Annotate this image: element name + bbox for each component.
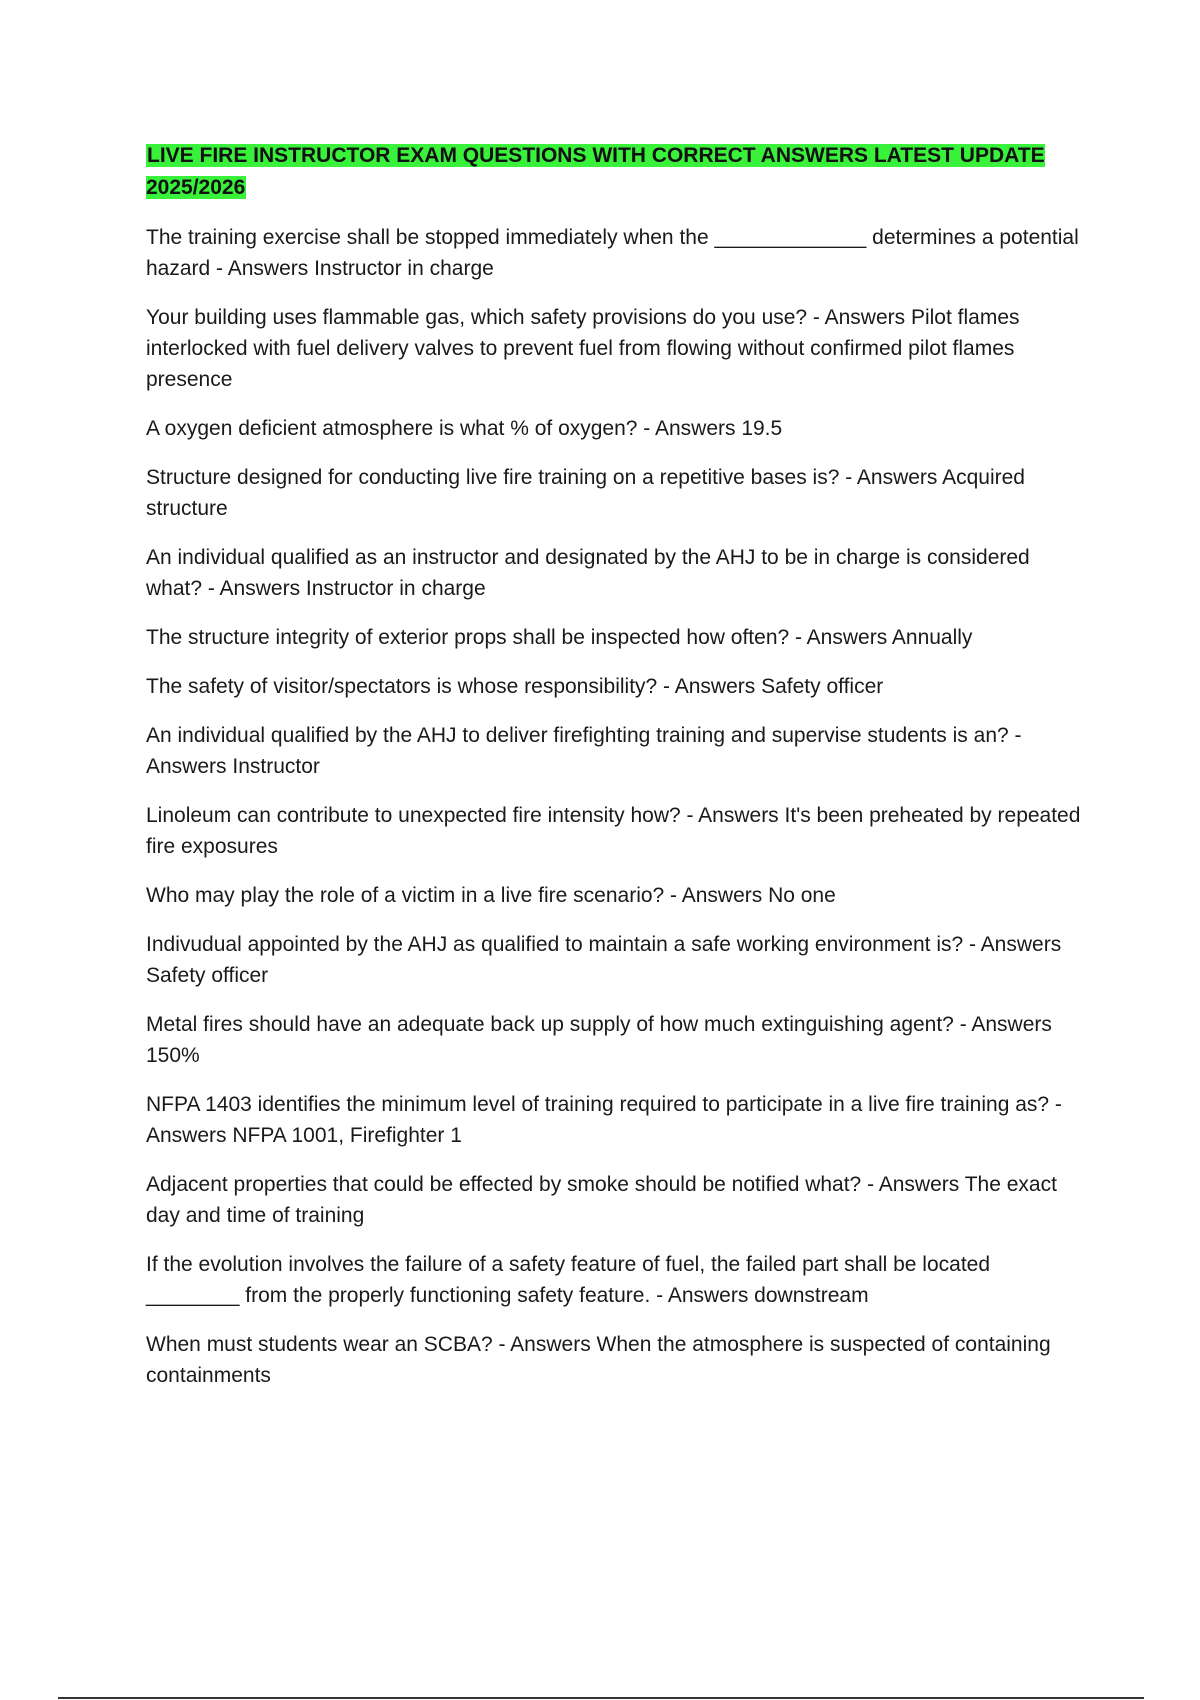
qa-item-8: An individual qualified by the AHJ to deliver firefighting training and supervise students is an? - Answers Instructor <box>146 724 1022 778</box>
document-title <box>146 140 1086 204</box>
qa-item-10: Who may play the role of a victim in a live fire scenario? - Answers No one <box>146 884 836 907</box>
qa-item-4: Structure designed for conducting live fire training on a repetitive bases is? - Answers Acquired structure <box>146 466 1025 520</box>
qa-item-2: Your building uses flammable gas, which safety provisions do you use? - Answers Pilot flames interlocked with fuel delivery valves to prevent fuel from flowing without confirmed pilot flames presence <box>146 306 1020 391</box>
qa-item-14: Adjacent properties that could be effected by smoke should be notified what? - Answers The exact day and time of training <box>146 1173 1057 1227</box>
qa-item-16: When must students wear an SCBA? - Answers When the atmosphere is suspected of containing containments <box>146 1333 1051 1387</box>
qa-item-9: Linoleum can contribute to unexpected fire intensity how? - Answers It's been preheated by repeated fire exposures <box>146 804 1081 858</box>
qa-item-6: The structure integrity of exterior props shall be inspected how often? - Answers Annually <box>146 626 973 649</box>
qa-item-15: If the evolution involves the failure of a safety feature of fuel, the failed part shall be located ________ from the properly functioning safety feature. - Answers downstream <box>146 1253 991 1307</box>
document-title-text: LIVE FIRE INSTRUCTOR EXAM QUESTIONS WITH CORRECT ANSWERS LATEST UPDATE 2025/2026 <box>146 144 1045 199</box>
qa-item-7: The safety of visitor/spectators is whose responsibility? - Answers Safety officer <box>146 675 884 698</box>
qa-item-1: The training exercise shall be stopped immediately when the _____________ determines a potential hazard - Answers Instructor in charge <box>146 226 1079 280</box>
qa-item-11: Indivudual appointed by the AHJ as qualified to maintain a safe working environment is? - Answers Safety officer <box>146 933 1062 987</box>
page-bottom-rule <box>58 1697 1144 1699</box>
document-page <box>146 140 1086 1409</box>
qa-item-12: Metal fires should have an adequate back up supply of how much extinguishing agent? - Answers 150% <box>146 1013 1052 1067</box>
qa-item-5: An individual qualified as an instructor and designated by the AHJ to be in charge is considered what? - Answers Instructor in charge <box>146 546 1030 600</box>
qa-item-13: NFPA 1403 identifies the minimum level of training required to participate in a live fire training as? - Answers NFPA 1001, Firefighter 1 <box>146 1093 1062 1147</box>
qa-item-3: A oxygen deficient atmosphere is what % of oxygen? - Answers 19.5 <box>146 417 783 440</box>
